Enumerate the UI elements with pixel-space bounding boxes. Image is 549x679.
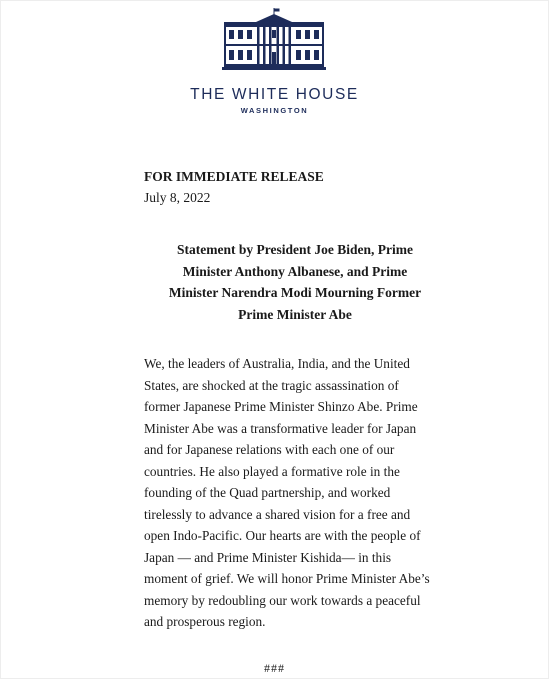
release-label: FOR IMMEDIATE RELEASE (144, 169, 324, 184)
body-line: and prosperous region. (144, 614, 266, 629)
body-line: We, the leaders of Australia, India, and the United (144, 356, 410, 371)
body-line: memory by redoubling our work towards a peaceful (144, 592, 421, 608)
org-location: WASHINGTON (240, 106, 309, 115)
body-line: tirelessly to advance a shared vision for a free and (144, 506, 411, 522)
body-line: former Japanese Prime Minister Shinzo Abe. Prime (144, 399, 418, 414)
release-date: July 8, 2022 (144, 190, 211, 205)
body-line: and for Japanese relations with each one of our (144, 442, 395, 457)
headline-line: Minister Anthony Albanese, and Prime (182, 263, 408, 279)
headline-line: Statement by President Joe Biden, Prime (177, 242, 413, 257)
statement-body (144, 353, 444, 633)
org-name: THE WHITE HOUSE (190, 86, 359, 103)
white-house-building-icon (222, 8, 326, 72)
headline-line: Prime Minister Abe (238, 306, 352, 322)
body-line: moment of grief. We will honor Prime Minister Abe’s (144, 571, 430, 586)
statement-headline (140, 239, 450, 325)
body-line: Minister Abe was a transformative leader for Japan (144, 420, 417, 436)
end-mark: ### (264, 661, 285, 675)
letterhead (0, 0, 549, 125)
body-line: founding of the Quad partnership, and worked (144, 485, 391, 500)
body-line: countries. He also played a formative role in the (144, 463, 400, 479)
headline-line: Minister Narendra Modi Mourning Former (168, 285, 422, 301)
body-line: Japan — and Prime Minister Kishida— in this (144, 549, 392, 565)
body-line: States, are shocked at the tragic assassination of (144, 377, 399, 393)
body-line: open Indo-Pacific. Our hearts are with the people of (144, 528, 421, 543)
